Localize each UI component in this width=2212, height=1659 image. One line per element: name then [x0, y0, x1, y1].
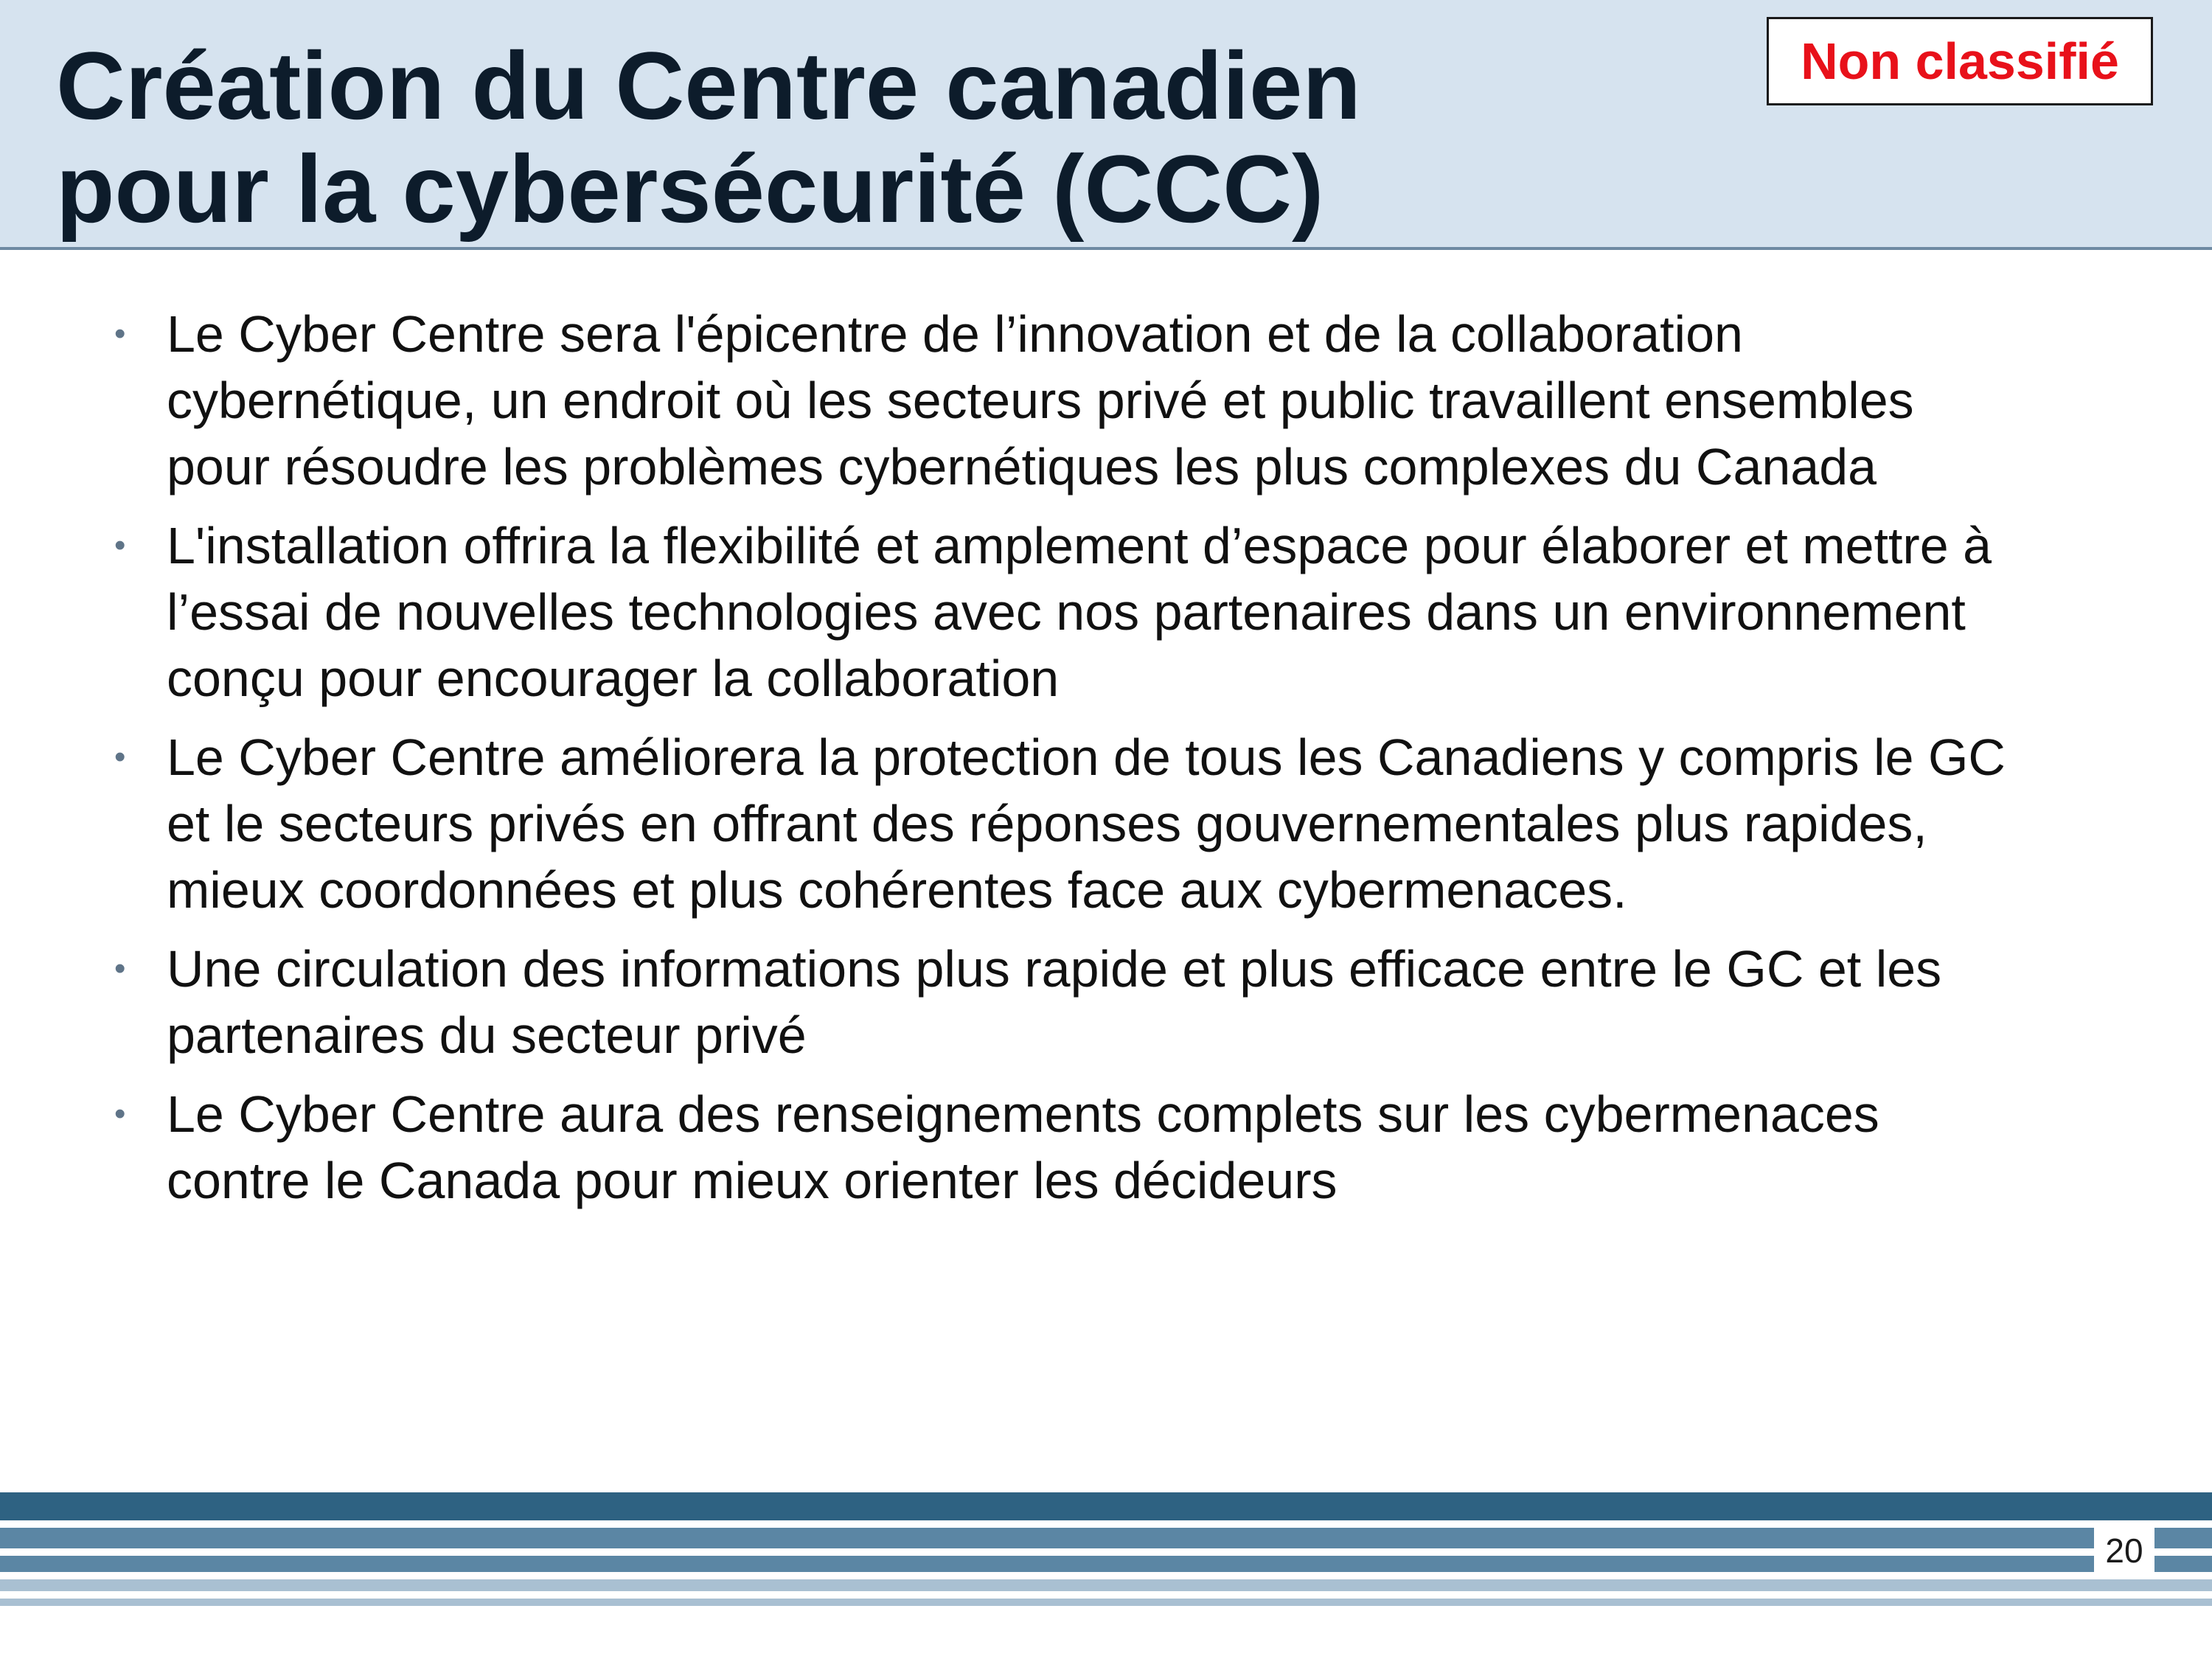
bullet-marker: • — [114, 739, 126, 775]
footer-stripe — [0, 1599, 2212, 1606]
bullet-text — [167, 512, 2168, 712]
slide-title-line: pour la cybersécurité (CCC) — [56, 135, 1324, 243]
bullet-line: contre le Canada pour mieux orienter les décideurs — [167, 1152, 1338, 1209]
bullet-line: mieux coordonnées et plus cohérentes face aux cybermenaces. — [167, 861, 1627, 919]
bullet-line: partenaires du secteur privé — [167, 1006, 807, 1064]
classification-badge: Non classifié — [1767, 17, 2153, 105]
bullet-line: cybernétique, un endroit où les secteurs privé et public travaillent ensembles — [167, 372, 1914, 429]
bullet-item — [0, 936, 2212, 1068]
bullet-marker: • — [114, 316, 126, 352]
bullet-item — [0, 1081, 2212, 1214]
slide-title — [56, 32, 1361, 243]
footer-stripe — [0, 1579, 2212, 1591]
bullet-item — [0, 724, 2212, 923]
bullet-line: Le Cyber Centre améliorera la protection de tous les Canadiens y compris le GC — [167, 728, 2006, 786]
bullet-marker: • — [114, 527, 126, 563]
bullet-line: pour résoudre les problèmes cybernétiques les plus complexes du Canada — [167, 438, 1877, 495]
bullet-line: L'installation offrira la flexibilité et amplement d’espace pour élaborer et mettre à — [167, 517, 1992, 574]
bullet-marker: • — [114, 1096, 126, 1132]
footer-stripe — [0, 1556, 2212, 1572]
bullet-line: Une circulation des informations plus rapide et plus efficace entre le GC et les — [167, 940, 1942, 998]
footer-stripe — [0, 1492, 2212, 1520]
bullet-line: conçu pour encourager la collaboration — [167, 650, 1060, 707]
bullet-marker: • — [114, 950, 126, 987]
bullet-text — [167, 936, 2168, 1068]
bullet-text — [167, 1081, 2168, 1214]
bullet-item — [0, 512, 2212, 712]
page-number: 20 — [2094, 1524, 2154, 1577]
slide-title-line: Création du Centre canadien — [56, 32, 1361, 139]
bullet-text — [167, 724, 2168, 923]
bullet-line: l’essai de nouvelles technologies avec nos partenaires dans un environnement — [167, 583, 1966, 641]
bullet-line: Le Cyber Centre aura des renseignements complets sur les cybermenaces — [167, 1085, 1879, 1143]
bullet-list — [0, 301, 2212, 1226]
bullet-item — [0, 301, 2212, 500]
bullet-line: et le secteurs privés en offrant des réponses gouvernementales plus rapides, — [167, 795, 1927, 852]
bullet-line: Le Cyber Centre sera l'épicentre de l’innovation et de la collaboration — [167, 305, 1743, 363]
bullet-text — [167, 301, 2168, 500]
footer-stripe — [0, 1528, 2212, 1548]
